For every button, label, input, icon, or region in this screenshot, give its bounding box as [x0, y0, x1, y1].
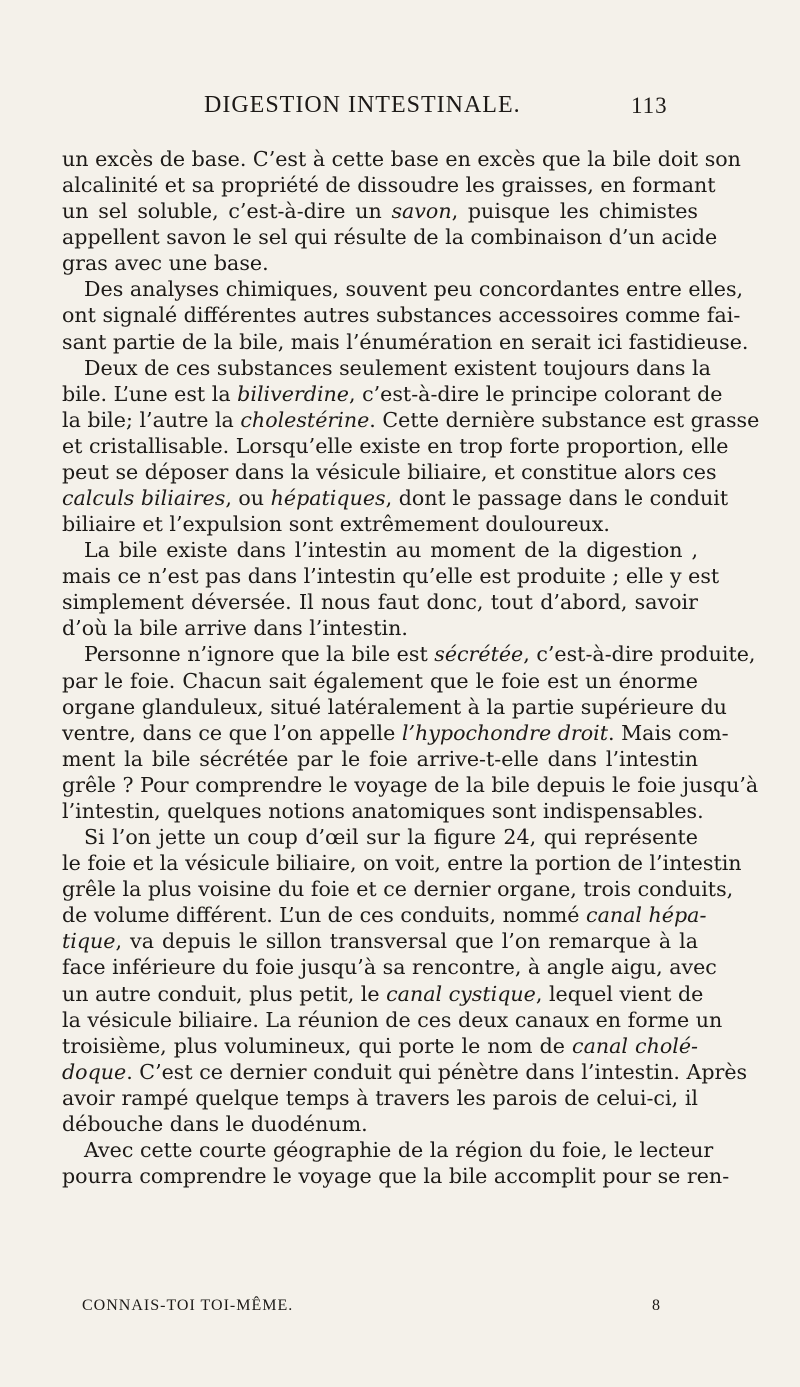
book-title: CONNAIS-TOI TOI-MÊME. — [82, 1297, 294, 1314]
text-line: appellent savon le sel qui résulte de la combinaison d’un acide — [62, 225, 718, 250]
page-footer — [82, 1297, 682, 1321]
page-number: 113 — [631, 93, 668, 118]
italic-term: savon — [391, 199, 452, 224]
text-line: un autre conduit, plus petit, le canal cystique, lequel vient de — [62, 981, 704, 1006]
italic-term: biliverdine — [237, 381, 349, 406]
text-line: ventre, dans ce que l’on appelle l’hypochondre droit. Mais com- — [62, 720, 729, 745]
italic-term: sécrétée — [434, 642, 524, 667]
text-line: simplement déversée. Il nous faut donc, tout d’abord, savoir — [62, 590, 698, 615]
text-line: ont signalé différentes autres substances accessoires comme fai- — [62, 303, 741, 328]
running-title: DIGESTION INTESTINALE. — [204, 92, 521, 118]
signature-mark: 8 — [652, 1297, 661, 1314]
text-line: le foie et la vésicule biliaire, on voit, entre la portion de l’intestin — [62, 851, 742, 876]
italic-term: tique — [62, 929, 116, 954]
text-line: l’intestin, quelques notions anatomiques sont indispensables. — [62, 798, 704, 823]
text-line: grêle la plus voisine du foie et ce dernier organe, trois conduits, — [62, 877, 734, 902]
text-line: mais ce n’est pas dans l’intestin qu’elle est produite ; elle y est — [62, 564, 720, 589]
text-line: bile. L’une est la biliverdine, c’est-à-dire le principe colorant de — [62, 381, 723, 406]
italic-term: calculs biliaires — [62, 486, 226, 511]
text-line: Avec cette courte géographie de la région du foie, le lecteur — [84, 1137, 714, 1162]
italic-term: canal cholé- — [572, 1033, 698, 1058]
body-text — [62, 146, 760, 1189]
text-line: alcalinité et sa propriété de dissoudre les graisses, en formant — [62, 173, 716, 198]
text-line: un sel soluble, c’est-à-dire un savon, puisque les chimistes — [62, 199, 699, 224]
text-line: pourra comprendre le voyage que la bile accomplit pour se ren- — [62, 1164, 730, 1189]
text-line: La bile existe dans l’intestin au moment de la digestion , — [84, 538, 698, 563]
text-line: débouche dans le duodénum. — [62, 1111, 368, 1136]
text-line: la vésicule biliaire. La réunion de ces deux canaux en forme un — [62, 1007, 723, 1032]
italic-term: cholestérine — [240, 407, 370, 432]
text-line: Si l’on jette un coup d’œil sur la figure 24, qui représente — [84, 825, 698, 850]
italic-term: doque — [62, 1059, 127, 1084]
text-line: peut se déposer dans la vésicule biliaire, et constitue alors ces — [62, 459, 717, 484]
text-line: et cristallisable. Lorsqu’elle existe en trop forte proportion, elle — [62, 433, 729, 458]
text-line: face inférieure du foie jusqu’à sa rencontre, à angle aigu, avec — [62, 955, 717, 980]
text-line: la bile; l’autre la cholestérine. Cette dernière substance est grasse — [62, 407, 760, 432]
text-line: doque. C’est ce dernier conduit qui pénètre dans l’intestin. Après — [62, 1059, 748, 1084]
text-line: avoir rampé quelque temps à travers les parois de celui-ci, il — [62, 1085, 698, 1110]
text-line: troisième, plus volumineux, qui porte le nom de canal cholé- — [62, 1033, 698, 1058]
text-line: Des analyses chimiques, souvent peu concordantes entre elles, — [84, 277, 744, 302]
text-line: organe glanduleux, situé latéralement à la partie supérieure du — [62, 694, 727, 719]
italic-term: l’hypochondre droit — [401, 720, 608, 745]
text-line: biliaire et l’expulsion sont extrêmement douloureux. — [62, 512, 610, 537]
running-head — [0, 92, 800, 122]
text-line: grêle ? Pour comprendre le voyage de la bile depuis le foie jusqu’à — [62, 772, 759, 797]
italic-term: canal hépa- — [586, 903, 707, 928]
text-line: tique, va depuis le sillon transversal que l’on remarque à la — [62, 929, 698, 954]
text-line: gras avec une base. — [62, 251, 269, 276]
text-line: Deux de ces substances seulement existent toujours dans la — [84, 355, 711, 380]
text-line: sant partie de la bile, mais l’énumération en serait ici fastidieuse. — [62, 329, 749, 354]
text-line: calculs biliaires, ou hépatiques, dont le passage dans le conduit — [62, 486, 729, 511]
italic-term: canal cystique — [386, 981, 536, 1006]
text-line: par le foie. Chacun sait également que le foie est un énorme — [62, 668, 698, 693]
text-line: d’où la bile arrive dans l’intestin. — [62, 616, 408, 641]
italic-term: hépatiques — [270, 486, 386, 511]
text-line: ment la bile sécrétée par le foie arrive-t-elle dans l’intestin — [62, 746, 698, 771]
text-line: Personne n’ignore que la bile est sécrétée, c’est-à-dire produite, — [84, 642, 756, 667]
text-line: de volume différent. L’un de ces conduits, nommé canal hépa- — [62, 903, 707, 928]
text-line: un excès de base. C’est à cette base en excès que la bile doit son — [62, 147, 741, 171]
